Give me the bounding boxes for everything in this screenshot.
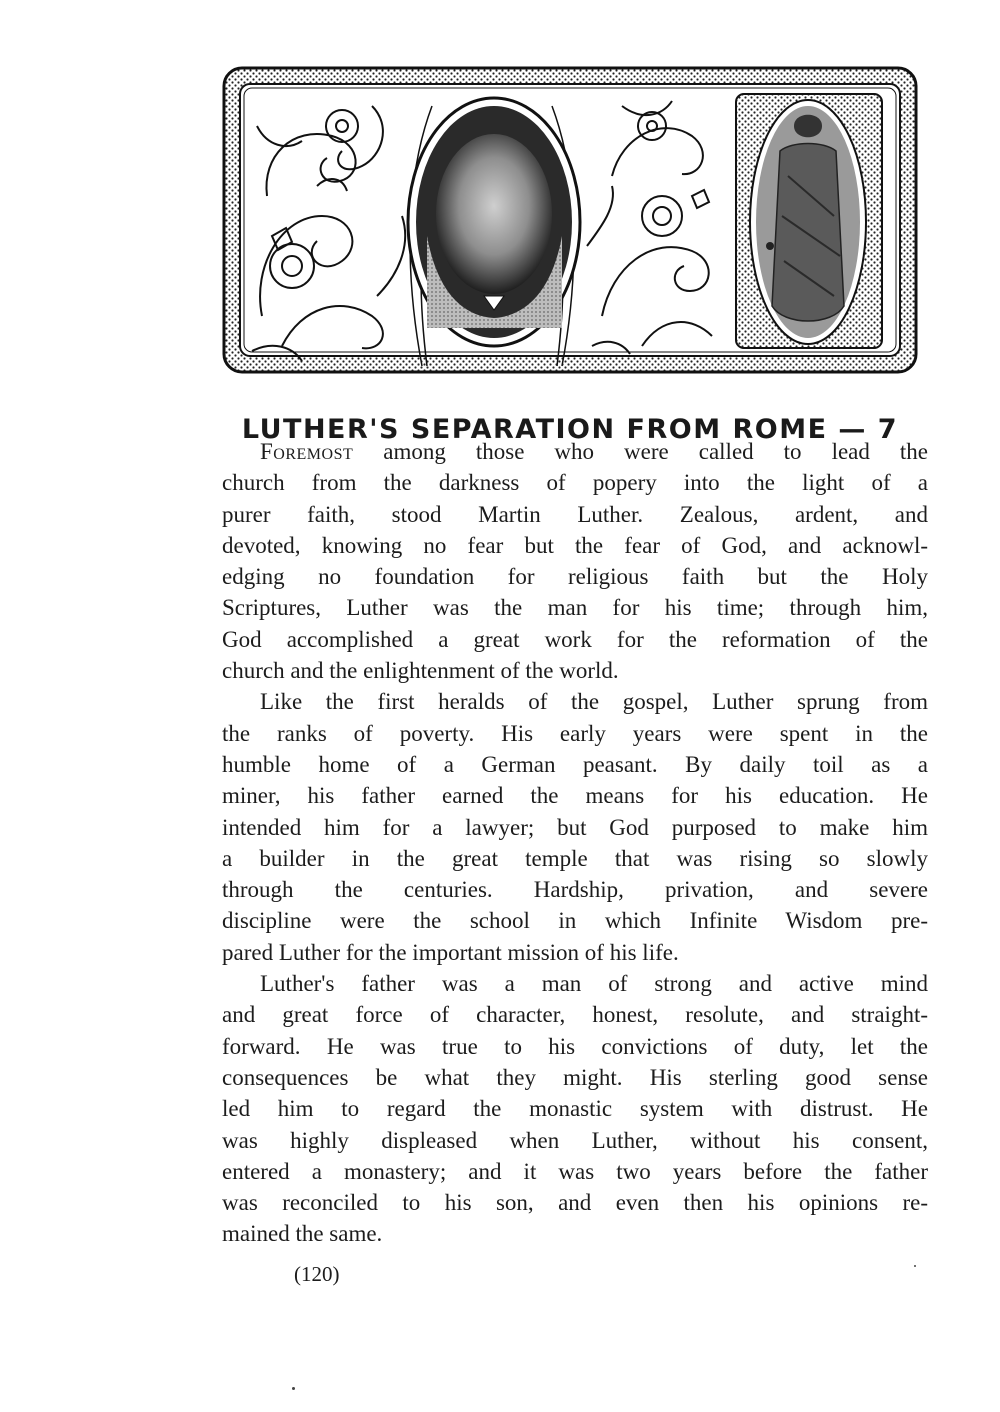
text-line: was reconciled to his son, and even then his opinions re- <box>222 1190 928 1216</box>
print-speck <box>914 1265 916 1267</box>
print-speck <box>292 1387 295 1390</box>
text-line: church and the enlightenment of the world. <box>222 658 619 684</box>
text-line: Like the first heralds of the gospel, Luther sprung from <box>260 689 928 715</box>
text-line: edging no foundation for religious faith but the Holy <box>222 564 928 590</box>
text-line: entered a monastery; and it was two years before the father <box>222 1158 928 1184</box>
text-line: purer faith, stood Martin Luther. Zealous, ardent, and <box>222 501 928 527</box>
text-line: God accomplished a great work for the reformation of the <box>222 626 928 652</box>
page-number: (120) <box>294 1262 340 1286</box>
text-line: discipline were the school in which Infinite Wisdom pre- <box>222 908 928 934</box>
text-line: consequences be what they might. His sterling good sense <box>222 1064 928 1090</box>
text-line: mained the same. <box>222 1221 383 1247</box>
text-line: a builder in the great temple that was rising so slowly <box>222 845 928 871</box>
text-line: devoted, knowing no fear but the fear of God, and acknowl- <box>222 532 928 558</box>
text-line <box>222 436 928 467</box>
drop-word: Foremost <box>260 439 354 464</box>
text-line: led him to regard the monastic system with distrust. He <box>222 1096 928 1122</box>
text-line: the ranks of poverty. His early years were spent in the <box>222 720 928 746</box>
paragraph-1 <box>222 436 928 686</box>
text-line: through the centuries. Hardship, privation, and severe <box>222 877 928 903</box>
text-line: intended him for a lawyer; but God purposed to make him <box>222 814 928 840</box>
chapter-header-illustration <box>222 66 918 376</box>
paragraph-2 <box>222 686 928 968</box>
text-line: church from the darkness of popery into the light of a <box>222 470 928 496</box>
text-line: forward. He was true to his convictions of duty, let the <box>222 1033 928 1059</box>
text-line: humble home of a German peasant. By daily toil as a <box>222 751 928 777</box>
text-line: was highly displeased when Luther, without his consent, <box>222 1127 928 1153</box>
text-line: and great force of character, honest, resolute, and straight- <box>222 1002 928 1028</box>
text-line-rest: among those who were called to lead the <box>353 439 928 464</box>
text-line: pared Luther for the important mission of his life. <box>222 939 679 965</box>
chapter-title: LUTHER'S SEPARATION FROM ROME — 7 <box>241 414 899 446</box>
text-line: miner, his father earned the means for his education. He <box>222 783 928 809</box>
paragraph-3 <box>222 968 928 1250</box>
chapter-body <box>222 436 928 1250</box>
text-line: Scriptures, Luther was the man for his time; through him, <box>222 595 928 621</box>
text-line: Luther's father was a man of strong and active mind <box>260 971 928 997</box>
